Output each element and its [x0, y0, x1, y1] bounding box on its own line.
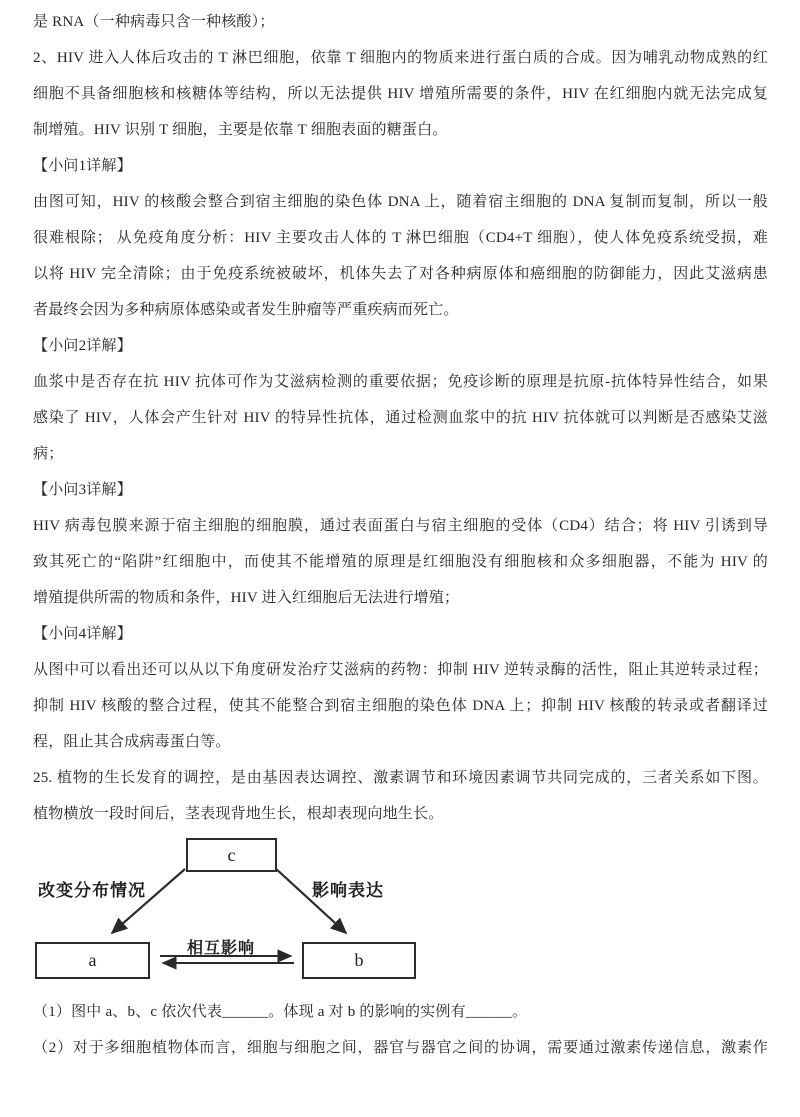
text-line: HIV 病毒包膜来源于宿主细胞的细胞膜，通过表面蛋白与宿主细胞的受体（CD4）结合；将 HIV 引诱到导 — [33, 518, 768, 534]
question-25-intro: 植物横放一段时间后，茎表现背地生长，根却表现向地生长。 — [33, 806, 444, 822]
relationship-diagram — [0, 832, 800, 994]
text-line: 程，阻止其合成病毒蛋白等。 — [33, 734, 231, 750]
text-line: 从图中可以看出还可以从以下角度研发治疗艾滋病的药物：抑制 HIV 逆转录酶的活性，阻止其逆转录过程； — [33, 662, 768, 678]
label-change-distribution: 改变分布情况 — [38, 881, 146, 900]
text-line: 感染了 HIV，人体会产生针对 HIV 的特异性抗体，通过检测血浆中的抗 HIV 抗体就可以判断是否感染艾滋 — [33, 410, 768, 426]
text-line: 病； — [33, 446, 64, 462]
diagram-box-a: a — [35, 942, 150, 979]
text-line: 血浆中是否存在抗 HIV 抗体可作为艾滋病检测的重要依据；免疫诊断的原理是抗原-抗体特异性结合，如果 — [33, 374, 768, 390]
text-line: 制增殖。HIV 识别 T 细胞，主要是依靠 T 细胞表面的糖蛋白。 — [33, 122, 448, 138]
detail-header-q4: 【小问4详解】 — [33, 626, 132, 642]
diagram-box-c: c — [186, 838, 277, 872]
text-line: 致其死亡的“陷阱”红细胞中，而使其不能增殖的原理是红细胞没有细胞核和众多细胞器，不能为 HIV 的 — [33, 554, 768, 570]
text-line: 增殖提供所需的物质和条件，HIV 进入红细胞后无法进行增殖； — [33, 590, 460, 606]
question-25-intro: 25. 植物的生长发育的调控，是由基因表达调控、激素调节和环境因素调节共同完成的，三者关系如下图。 — [33, 770, 768, 786]
text-line: 由图可知，HIV 的核酸会整合到宿主细胞的染色体 DNA 上，随着宿主细胞的 DNA 复制而复制，所以一般 — [33, 194, 768, 210]
text-line: 是 RNA（一种病毒只含一种核酸）； — [33, 14, 275, 30]
detail-header-q1: 【小问1详解】 — [33, 158, 132, 174]
detail-header-q3: 【小问3详解】 — [33, 482, 132, 498]
diagram-box-b: b — [302, 942, 416, 979]
text-line: 2、HIV 进入人体后攻击的 T 淋巴细胞，依靠 T 细胞内的物质来进行蛋白质的合成。因为哺乳动物成熟的红 — [33, 50, 768, 66]
label-affect-expression: 影响表达 — [312, 881, 384, 900]
text-line: 抑制 HIV 核酸的整合过程，使其不能整合到宿主细胞的染色体 DNA 上；抑制 HIV 核酸的转录或者翻译过 — [33, 698, 768, 714]
text-line: 细胞不具备细胞核和核糖体等结构，所以无法提供 HIV 增殖所需要的条件，HIV 在红细胞内就无法完成复 — [33, 86, 768, 102]
question-25-sub2: （2）对于多细胞植物体而言，细胞与细胞之间，器官与器官之间的协调，需要通过激素传递信息，激素作 — [33, 1040, 768, 1056]
text-line: 者最终会因为多种病原体感染或者发生肿瘤等严重疾病而死亡。 — [33, 302, 459, 318]
text-line: 很难根除； 从免疫角度分析：HIV 主要攻击人体的 T 淋巴细胞（CD4+T 细胞），使人体免疫系统受损，难 — [33, 230, 768, 246]
document-body — [33, 4, 768, 1066]
question-25-sub1: （1）图中 a、b、c 依次代表______。体现 a 对 b 的影响的实例有______。 — [33, 1004, 528, 1020]
detail-header-q2: 【小问2详解】 — [33, 338, 132, 354]
label-mutual-influence: 相互影响 — [187, 940, 256, 957]
text-line: 以将 HIV 完全清除；由于免疫系统被破坏，机体失去了对各种病原体和癌细胞的防御能力，因此艾滋病患 — [33, 266, 768, 282]
